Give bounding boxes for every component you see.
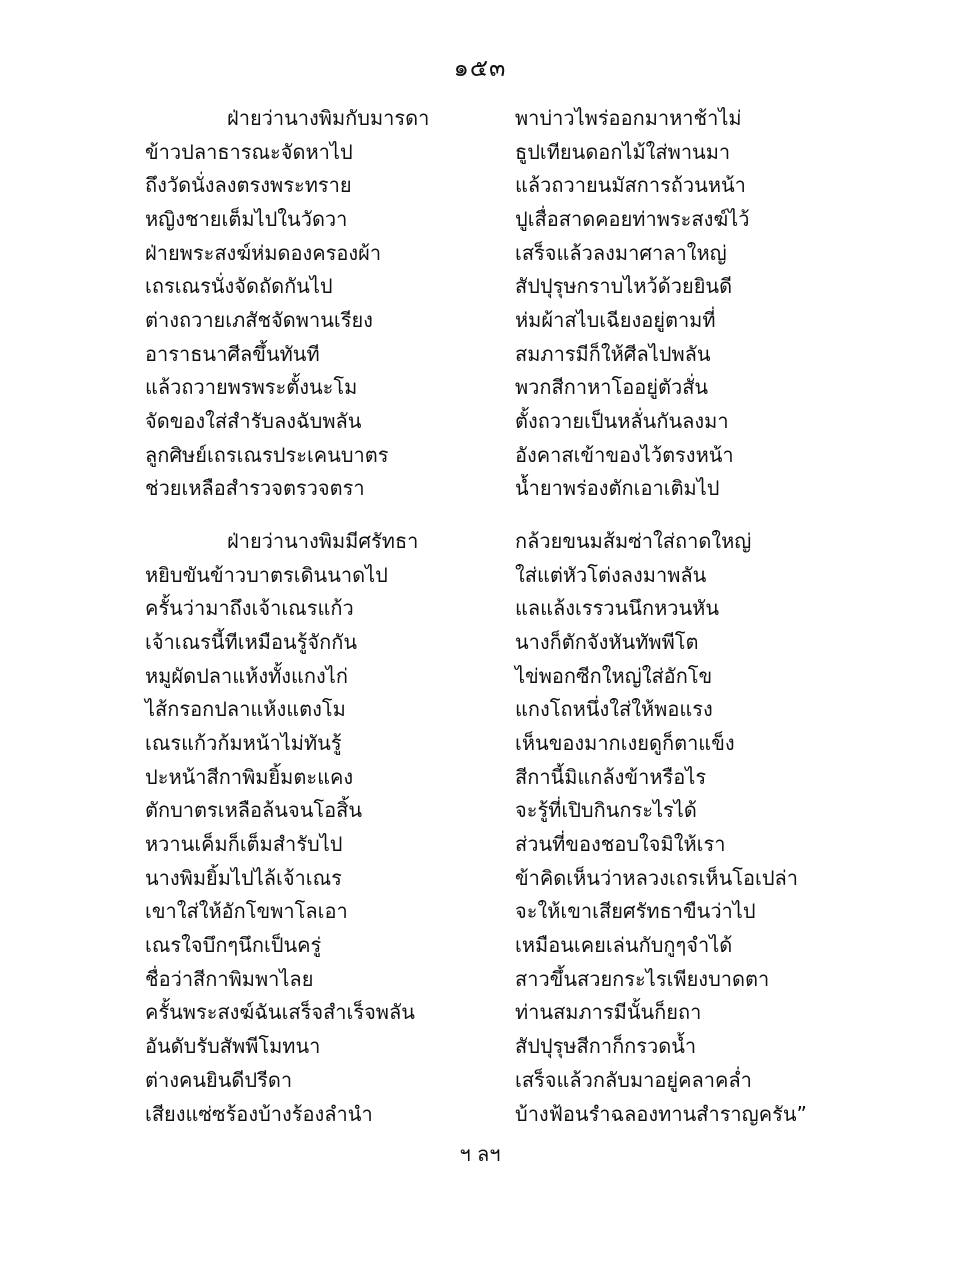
verse-left: ฝ่ายว่านางพิมมีศรัทธา [227,528,419,553]
verse-left: ฝ่ายพระสงฆ์ห่มดองครองผ้า [145,240,382,265]
verse-left: เขาใส่ให้อักโขพาโลเอา [145,899,348,924]
verse-left: หยิบขันข้าวบาตรเดินนาดไป [145,562,388,587]
verse-row [145,861,799,895]
verse-right: ปูเสื่อสาดคอยท่าพระสงฆ์ไว้ [515,206,750,231]
poem-stanza-2 [145,524,807,1130]
verse-left: หมูผัดปลาแห้งทั้งแกงไก่ [145,663,348,688]
verse-row [145,236,785,270]
verse-left: ไส้กรอกปลาแห้งแตงโม [145,697,346,722]
verse-right: ห่มผ้าสไบเฉียงอยู่ตามที่ [515,307,716,332]
verse-right: ท่านสมภารมีนั้นก็ยถา [515,1000,702,1025]
verse-right: บ้างฟ้อนรำฉลองทานสำราญครัน” [515,1101,807,1126]
verse-left: ตักบาตรเหลือล้นจนโอสิ้น [145,798,362,823]
verse-right: เหมือนเคยเล่นกับกูๆจำได้ [515,933,733,958]
verse-left: ลูกศิษย์เถรเณรประเคนบาตร [145,442,389,467]
page-end-mark: ฯ ลฯ [459,1142,501,1166]
verse-right: ตั้งถวายเป็นหลั่นกันลงมา [515,409,729,434]
verse-row [145,928,785,962]
verse-row [145,692,785,726]
verse-right: จะให้เขาเสียศรัทธาขืนว่าไป [515,899,756,924]
verse-left: แล้วถวายพรพระตั้งนะโม [145,375,358,400]
verse-row [145,1029,785,1063]
verse-row [145,101,785,135]
verse-left: ครั้นพระสงฆ์ฉันเสร็จสำเร็จพลัน [145,1000,415,1025]
verse-row [145,962,785,996]
verse-left: เณรแก้วก้มหน้าไม่ทันรู้ [145,730,342,755]
verse-left: หญิงชายเต็มไปในวัดวา [145,206,348,231]
verse-row [145,472,785,506]
verse-left: ครั้นว่ามาถึงเจ้าเณรแก้ว [145,596,354,621]
verse-right: แล้วถวายนมัสการถ้วนหน้า [515,173,746,198]
verse-left: ฝ่ายว่านางพิมกับมารดา [227,105,430,130]
verse-left: ปะหน้าสีกาพิมยิ้มตะแคง [145,764,354,789]
verse-row [145,337,785,371]
verse-right: กล้วยขนมส้มซ่าใส่ถาดใหญ่ [515,528,752,553]
verse-row [145,895,785,929]
verse-right: แลแล้งเรรวนนึกหวนหัน [515,596,720,621]
verse-right: ส่วนที่ของชอบใจมิให้เรา [515,832,726,857]
verse-row [145,202,785,236]
verse-left: อาราธนาศีลขึ้นทันที [145,341,320,366]
verse-row [145,794,785,828]
verse-left: ต่างถวายเภสัชจัดพานเรียง [145,307,373,332]
verse-left: ชื่อว่าสีกาพิมพาไลย [145,966,314,991]
verse-right: สมภารมีก็ให้ศีลไปพลัน [515,341,711,366]
verse-row [145,726,785,760]
page-number: ๑๕๓ [453,54,507,82]
verse-right: สัปปุรุษกราบไหว้ด้วยยินดี [515,274,733,299]
verse-row [145,524,785,558]
verse-row [145,303,785,337]
verse-left: ช่วยเหลือสำรวจตรวจตรา [145,476,365,501]
verse-row [145,591,785,625]
verse-row [145,760,785,794]
verse-left: เสียงแซ่ซร้องบ้างร้องลำนำ [145,1101,373,1126]
verse-left: เณรใจบึกๆนึกเป็นครู่ [145,933,322,958]
verse-left: อันดับรับสัพพีโมทนา [145,1034,321,1059]
verse-left: ถึงวัดนั่งลงตรงพระทราย [145,173,352,198]
verse-row [145,371,785,405]
verse-left: ต่างคนยินดีปรีดา [145,1067,293,1092]
verse-left: ข้าวปลาธารณะจัดหาไป [145,139,353,164]
verse-right: เสร็จแล้วลงมาศาลาใหญ่ [515,240,727,265]
verse-row [145,168,785,202]
verse-right: พาบ่าวไพร่ออกมาหาช้าไม่ [515,105,742,130]
verse-left: เจ้าเณรนี้ทีเหมือนรู้จักกัน [145,629,358,654]
verse-row [145,135,785,169]
verse-right: ใส่แต่หัวโต่งลงมาพลัน [515,562,707,587]
verse-left: จัดของใส่สำรับลงฉับพลัน [145,409,362,434]
verse-left: เถรเณรนั่งจัดถัดกันไป [145,274,333,299]
verse-row [145,659,785,693]
verse-row [145,404,785,438]
verse-right: เห็นของมากเงยดูก็ตาแข็ง [515,730,735,755]
verse-left: นางพิมยิ้มไปไล้เจ้าเณร [145,865,342,890]
verse-right: นางก็ตักจังหันทัพพีโต [515,629,699,654]
verse-right: สีกานี้มิแกล้งข้าหรือไร [515,764,707,789]
poem-stanza-1 [145,101,785,505]
verse-left: หวานเค็มก็เต็มสำรับไป [145,832,343,857]
verse-right: อังคาสเข้าของไว้ตรงหน้า [515,442,734,467]
verse-right: ไข่พอกซีกใหญ่ใส่อักโข [515,663,713,688]
verse-row [145,827,785,861]
verse-right: จะรู้ที่เปิบกินกระไรได้ [515,798,697,823]
verse-right: ข้าคิดเห็นว่าหลวงเถรเห็นโอเปล่า [515,865,799,890]
verse-row [145,625,785,659]
verse-row [145,438,785,472]
verse-row [145,269,785,303]
verse-right: เสร็จแล้วกลับมาอยู่คลาคล่ำ [515,1067,752,1092]
verse-right: พวกสีกาหาโออยู่ตัวสั่น [515,375,709,400]
verse-right: สัปปุรุษสีกาก็กรวดน้ำ [515,1034,697,1059]
verse-row [145,558,785,592]
verse-row [145,996,785,1030]
verse-row [145,1063,785,1097]
verse-right: ธูปเทียนดอกไม้ใส่พานมา [515,139,731,164]
verse-right: สาวขึ้นสวยกระไรเพียงบาดตา [515,966,770,991]
verse-right: แกงโถหนึ่งใส่ให้พอแรง [515,697,713,722]
verse-right: น้ำยาพร่องตักเอาเติมไป [515,476,720,501]
verse-row [145,1097,807,1131]
